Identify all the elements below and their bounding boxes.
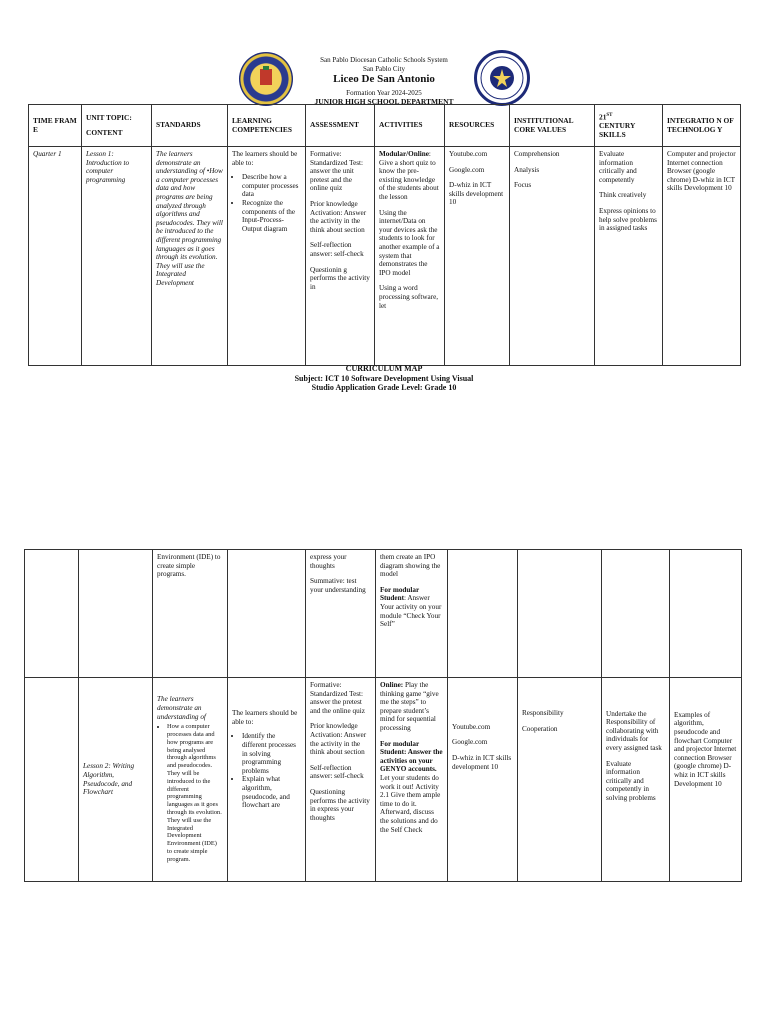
list-item: • Describe how a computer processes data: [242, 173, 301, 199]
list-item: express your thoughts: [310, 553, 347, 570]
resources-cell: [448, 550, 518, 678]
th-time-frame: TIME FRAM E: [29, 105, 82, 147]
list-item: • Recognize the components of the Input-Process-Output diagram: [242, 199, 301, 233]
activity-online: [380, 681, 443, 733]
list-item: Think creatively: [599, 191, 647, 200]
century-prefix: 21: [599, 112, 607, 122]
list-item: Google.com: [449, 165, 485, 174]
list-item: Focus: [514, 181, 532, 190]
activity-mode-label: For modular Student: [380, 585, 420, 603]
list-item: Using the internet/Data on your devices ask the students to look for another example of a system that demonstrates the IPO model: [379, 208, 440, 277]
th-learning-competencies: LEARNING COMPETENCIES: [228, 105, 306, 147]
table-row: [25, 678, 742, 882]
th-assessment: ASSESSMENT: [306, 105, 375, 147]
list-item: D-whiz in ICT skills development 10: [452, 754, 512, 771]
th-standards: STANDARDS: [152, 105, 228, 147]
resources-cell: [445, 147, 510, 366]
integration-text: Examples of algorithm, pseudocode and flowchart Computer and projector Internet connection Browser (google chrome) D-whiz in ICT skills Development 10: [674, 710, 737, 788]
school-name: Liceo De San Antonio: [333, 73, 435, 85]
list-item: Express opinions to help solve problems in assigned tasks: [599, 206, 657, 233]
th-integration: INTEGRATIO N OF TECHNOLOG Y: [663, 105, 741, 147]
integration-cell: Computer and projector Internet connection Browser (google chrome) D-whiz in ICT skills Development 10: [663, 147, 741, 366]
system-name: San Pablo Diocesan Catholic Schools System: [320, 56, 448, 64]
list-item: Responsibility: [522, 708, 564, 717]
core-values-cell: [518, 550, 602, 678]
competencies-cell: [228, 678, 306, 882]
assessment-cell: [306, 678, 376, 882]
list-item: Analysis: [514, 165, 540, 174]
list-item: Undertake the Responsibility of collaborating with individuals for every assigned task: [606, 709, 662, 752]
competencies-intro: The learners should be able to:: [232, 150, 298, 167]
list-item: Using a word processing software, let: [379, 284, 439, 310]
formation-year: Formation Year 2024-2025: [346, 89, 422, 97]
table-row: [29, 147, 741, 366]
list-item: Prior knowledge Activation: Answer the activity in the think about section: [310, 199, 367, 234]
activity-modular: [380, 586, 443, 629]
time-frame-cell: [25, 678, 79, 882]
list-item: Formative: Standardized Test: answer the unit pretest and the online quiz: [310, 150, 364, 193]
list-item: Self-reflection answer: self-check: [310, 241, 364, 258]
topic-cell: Lesson 2: Writing Algorithm, Pseudocode, and Flowchart: [79, 678, 153, 882]
activity-mode-label: Modular/Online: [379, 150, 429, 158]
skills-cell: [595, 147, 663, 366]
core-values-cell: [518, 678, 602, 882]
list-item: Prior knowledge Activation: Answer the activity in the think about section: [310, 722, 367, 757]
curriculum-table-1: [28, 104, 741, 366]
activity-modular: For modular Student: Answer the activities on your GENYO accounts.: [380, 739, 443, 774]
time-frame-cell: Quarter 1: [29, 147, 82, 366]
list-item: Summative: test your understanding: [310, 577, 366, 594]
century-sup: ST: [606, 112, 613, 118]
list-item: • Identify the different processes in solving programming problems: [242, 732, 301, 775]
table-header-row: [29, 105, 741, 147]
skills-cell: [602, 550, 670, 678]
map-grade-level: Studio Application Grade Level: Grade 10: [311, 383, 457, 392]
list-item: Youtube.com: [452, 722, 491, 731]
time-frame-cell: [25, 550, 79, 678]
th-unit-topic-label: UNIT TOPIC:: [86, 112, 132, 122]
resources-cell: [448, 678, 518, 882]
activity-intro: [379, 150, 440, 202]
th-core-values: INSTITUTIONAL CORE VALUES: [510, 105, 595, 147]
list-item: • How a computer processes data and how programs are being analysed through algorithms and pseudocodes. They will be introduced to the different programming languages as it goes through its evolution. They will use the Integrated Development Environment (IDE) to create simple program.: [167, 723, 223, 863]
curriculum-table-2: [24, 549, 742, 882]
activity-text: Play the thinking game “give me the steps” to prepare student’s mind for sequential processing: [380, 681, 439, 732]
list-item: Comprehension: [514, 150, 560, 158]
th-activities: ACTIVITIES: [375, 105, 445, 147]
skills-cell: [602, 678, 670, 882]
integration-cell: [670, 550, 742, 678]
activities-cell: [376, 550, 448, 678]
topic-cell: [79, 550, 153, 678]
standards-cell: [153, 678, 228, 882]
activity-first-text: : Give a short quiz to know the pre-existing knowledge of the students about the lesson: [379, 150, 439, 201]
list-item: Evaluate information critically and competently: [599, 150, 637, 184]
th-century-skills: [595, 105, 663, 147]
map-subject: Subject: ICT 10 Software Development Using Visual: [294, 374, 474, 383]
list-item: • Explain what algorithm, pseudocode, and flowchart are: [242, 775, 301, 809]
list-item: Questioning performs the activity in express your thoughts: [310, 787, 370, 822]
city-name: San Pablo City: [362, 65, 405, 73]
activities-cell: [376, 678, 448, 882]
topic-cell: Lesson 1: Introduction to computer programming: [82, 147, 152, 366]
list-item: Evaluate information critically and competently in solving problems: [606, 759, 656, 802]
core-values-cell: [510, 147, 595, 366]
list-item: Questionin g performs the activity in: [310, 265, 370, 291]
list-item: Cooperation: [522, 724, 558, 733]
assessment-cell: [306, 550, 376, 678]
competencies-intro: The learners should be able to:: [232, 709, 298, 726]
activity-text: : Answer Your activity on your module “Check Your Self”: [380, 594, 442, 629]
department: JUNIOR HIGH SCHOOL DEPARTMENT: [314, 97, 454, 106]
list-item: Self-reflection answer: self-check: [310, 763, 364, 781]
list-item: Youtube.com: [449, 150, 488, 158]
list-item: them create an IPO diagram showing the model: [380, 553, 441, 579]
century-skills-label: CENTURY SKILLS: [599, 120, 636, 139]
standards-cell: Environment (IDE) to create simple programs.: [153, 550, 228, 678]
list-item: D-whiz in ICT skills development 10: [449, 181, 504, 207]
th-content-label: CONTENT: [86, 127, 123, 137]
activity-rest: Let your students do work it out! Activity 2.1 Give them ample time to do it. Afterward, discuss the solutions and do the Self Check: [380, 773, 441, 834]
competencies-cell: [228, 550, 306, 678]
activities-cell: [375, 147, 445, 366]
assessment-cell: [306, 147, 375, 366]
th-unit-topic: [82, 105, 152, 147]
map-title: CURRICULUM MAP: [345, 364, 423, 373]
competencies-cell: [228, 147, 306, 366]
standards-cell: The learners demonstrate an understanding of •How a computer processes data and how programs are being analyzed through algorithms and pseudocodes. They will be introduced to the different programming languages as it goes through its evolution. They will use the Integrated Development: [152, 147, 228, 366]
integration-cell: [670, 678, 742, 882]
list-item: Google.com: [452, 738, 488, 747]
table-row-continued: [25, 550, 742, 678]
activity-mode-label: Online:: [380, 681, 404, 689]
list-item: Formative: Standardized Test: answer the pretest and the online quiz: [310, 681, 365, 715]
th-resources: RESOURCES: [445, 105, 510, 147]
standards-intro: The learners demonstrate an understanding of: [157, 695, 206, 721]
